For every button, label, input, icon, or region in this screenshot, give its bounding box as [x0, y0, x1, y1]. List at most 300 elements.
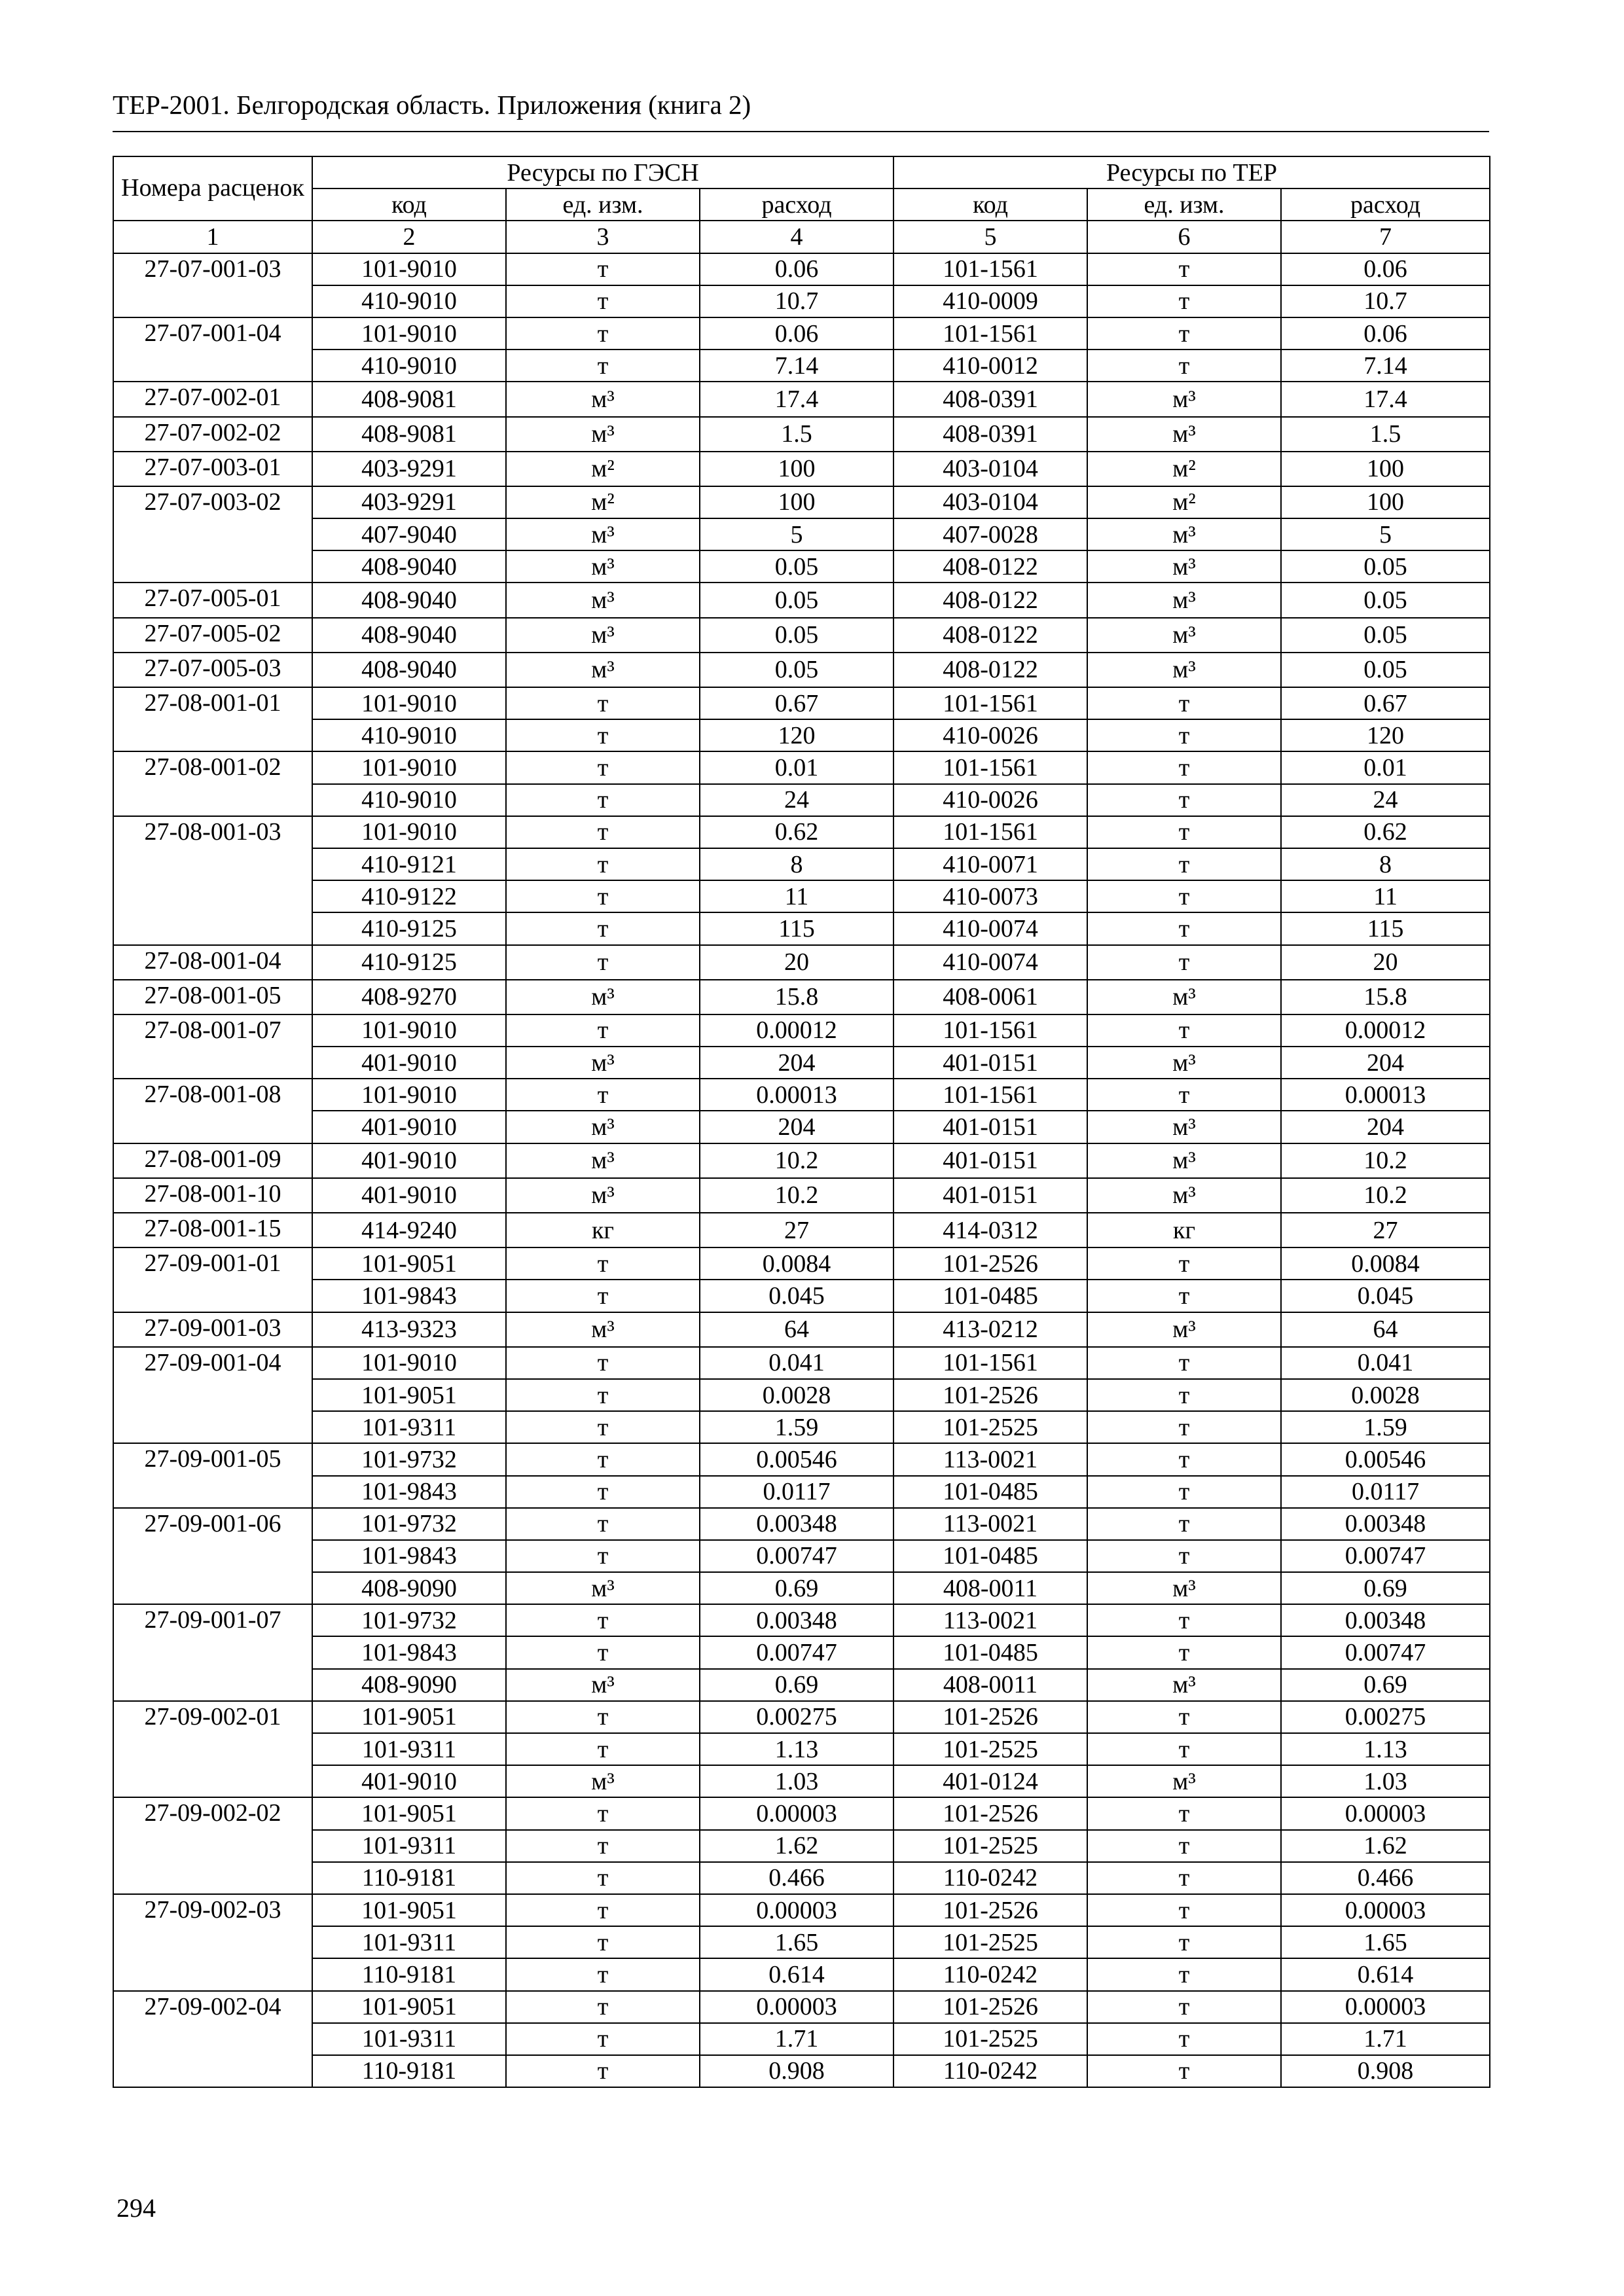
column-number: 2: [312, 221, 506, 253]
gesn-code-cell: 101-9010: [312, 687, 506, 719]
gesn-unit-cell: т: [506, 784, 700, 816]
gesn-consumption-cell: 0.06: [700, 317, 893, 350]
rate-number-cell: 27-09-001-06: [113, 1508, 312, 1605]
gesn-code-cell: 401-9010: [312, 1765, 506, 1797]
gesn-unit-cell: т: [506, 350, 700, 382]
gesn-unit-cell: м³: [506, 583, 700, 617]
ter-code-cell: 408-0391: [893, 382, 1087, 416]
ter-unit-cell: т: [1087, 1830, 1281, 1862]
ter-code-cell: 101-1561: [893, 816, 1087, 848]
gesn-code-cell: 110-9181: [312, 1958, 506, 1990]
gesn-code-cell: 101-9010: [312, 816, 506, 848]
ter-unit-cell: т: [1087, 1991, 1281, 2023]
ter-consumption-cell: 0.00747: [1281, 1636, 1490, 1668]
gesn-unit-cell: т: [506, 1347, 700, 1379]
gesn-consumption-cell: 0.06: [700, 253, 893, 285]
ter-consumption-cell: 0.614: [1281, 1958, 1490, 1990]
gesn-consumption-cell: 10.2: [700, 1178, 893, 1213]
gesn-unit-cell: т: [506, 1540, 700, 1572]
table-row: [113, 583, 1490, 617]
ter-code-cell: 101-1561: [893, 687, 1087, 719]
ter-unit-cell: м³: [1087, 1669, 1281, 1701]
gesn-consumption-cell: 27: [700, 1213, 893, 1247]
gesn-code-cell: 101-9010: [312, 1347, 506, 1379]
ter-unit-cell: м³: [1087, 1143, 1281, 1178]
ter-unit-cell: т: [1087, 1508, 1281, 1540]
ter-code-cell: 101-0485: [893, 1280, 1087, 1312]
ter-consumption-cell: 0.67: [1281, 687, 1490, 719]
ter-code-cell: 101-2525: [893, 1411, 1087, 1443]
gesn-consumption-cell: 0.041: [700, 1347, 893, 1379]
gesn-code-cell: 101-9010: [312, 751, 506, 783]
rate-number-cell: 27-07-001-03: [113, 253, 312, 317]
gesn-consumption-cell: 5: [700, 518, 893, 550]
column-number: 4: [700, 221, 893, 253]
column-number-row: [113, 221, 1490, 253]
ter-unit-cell: м³: [1087, 980, 1281, 1014]
ter-consumption-cell: 0.0117: [1281, 1476, 1490, 1508]
table-row: [113, 1797, 1490, 1829]
table-body: [113, 156, 1490, 2087]
ter-code-cell: 401-0151: [893, 1143, 1087, 1178]
gesn-unit-cell: т: [506, 253, 700, 285]
gesn-unit-cell: т: [506, 317, 700, 350]
ter-unit-cell: м³: [1087, 1047, 1281, 1079]
ter-consumption-cell: 10.2: [1281, 1143, 1490, 1178]
gesn-unit-cell: м³: [506, 1111, 700, 1143]
table-row: [113, 1280, 1490, 1312]
gesn-unit-cell: т: [506, 1733, 700, 1765]
gesn-consumption-cell: 0.01: [700, 751, 893, 783]
ter-code-cell: 410-0026: [893, 784, 1087, 816]
gesn-unit-cell: м³: [506, 618, 700, 653]
gesn-unit-cell: м³: [506, 518, 700, 550]
ter-code-cell: 101-2526: [893, 1894, 1087, 1926]
ter-code-header: код: [893, 188, 1087, 221]
ter-unit-cell: т: [1087, 1347, 1281, 1379]
gesn-unit-cell: т: [506, 1926, 700, 1958]
ter-consumption-cell: 0.01: [1281, 751, 1490, 783]
ter-code-cell: 403-0104: [893, 486, 1087, 518]
ter-consumption-cell: 0.62: [1281, 816, 1490, 848]
ter-code-cell: 101-0485: [893, 1540, 1087, 1572]
ter-unit-cell: м³: [1087, 382, 1281, 416]
ter-unit-cell: т: [1087, 1894, 1281, 1926]
table-row: [113, 317, 1490, 350]
ter-unit-cell: м³: [1087, 518, 1281, 550]
gesn-unit-cell: т: [506, 816, 700, 848]
ter-consumption-cell: 0.05: [1281, 618, 1490, 653]
gesn-unit-cell: м³: [506, 1178, 700, 1213]
ter-consumption-cell: 120: [1281, 719, 1490, 751]
ter-code-cell: 101-0485: [893, 1476, 1087, 1508]
ter-consumption-cell: 0.00012: [1281, 1014, 1490, 1047]
gesn-unit-cell: т: [506, 945, 700, 980]
ter-unit-cell: т: [1087, 816, 1281, 848]
ter-code-cell: 110-0242: [893, 2055, 1087, 2087]
ter-code-cell: 101-2525: [893, 2023, 1087, 2055]
gesn-code-cell: 110-9181: [312, 1862, 506, 1894]
ter-unit-cell: т: [1087, 1862, 1281, 1894]
table-row: [113, 1830, 1490, 1862]
ter-code-cell: 101-1561: [893, 1014, 1087, 1047]
gesn-consumption-cell: 0.466: [700, 1862, 893, 1894]
ter-code-cell: 410-0071: [893, 848, 1087, 880]
ter-unit-cell: м³: [1087, 583, 1281, 617]
gesn-unit-cell: т: [506, 1379, 700, 1411]
ter-unit-cell: т: [1087, 1014, 1281, 1047]
ter-code-cell: 101-2525: [893, 1926, 1087, 1958]
table-row: [113, 880, 1490, 912]
ter-consumption-cell: 0.05: [1281, 550, 1490, 583]
gesn-consumption-cell: 20: [700, 945, 893, 980]
table-row: [113, 1862, 1490, 1894]
gesn-consumption-cell: 0.045: [700, 1280, 893, 1312]
gesn-code-cell: 101-9311: [312, 2023, 506, 2055]
ter-unit-header: ед. изм.: [1087, 188, 1281, 221]
gesn-code-cell: 101-9311: [312, 1411, 506, 1443]
table-row: [113, 912, 1490, 944]
gesn-unit-cell: т: [506, 848, 700, 880]
ter-consumption-cell: 0.00003: [1281, 1797, 1490, 1829]
gesn-unit-cell: м²: [506, 452, 700, 486]
ter-unit-cell: т: [1087, 1733, 1281, 1765]
ter-unit-cell: т: [1087, 350, 1281, 382]
ter-code-cell: 408-0122: [893, 653, 1087, 687]
gesn-unit-cell: м³: [506, 417, 700, 452]
ter-unit-cell: м³: [1087, 653, 1281, 687]
gesn-code-cell: 408-9090: [312, 1572, 506, 1604]
rate-number-cell: 27-08-001-05: [113, 980, 312, 1014]
table-row: [113, 1894, 1490, 1926]
rate-number-cell: 27-07-001-04: [113, 317, 312, 382]
ter-code-cell: 101-2526: [893, 1247, 1087, 1280]
ter-consumption-cell: 10.7: [1281, 285, 1490, 317]
gesn-code-header: код: [312, 188, 506, 221]
ter-unit-cell: т: [1087, 687, 1281, 719]
table-row: [113, 1991, 1490, 2023]
ter-consumption-cell: 204: [1281, 1111, 1490, 1143]
rate-number-cell: 27-07-003-02: [113, 486, 312, 583]
table-row: [113, 2023, 1490, 2055]
gesn-code-cell: 410-9010: [312, 784, 506, 816]
ter-unit-cell: т: [1087, 1443, 1281, 1475]
ter-unit-cell: т: [1087, 1247, 1281, 1280]
ter-unit-cell: т: [1087, 285, 1281, 317]
gesn-consumption-cell: 204: [700, 1111, 893, 1143]
gesn-code-cell: 101-9010: [312, 317, 506, 350]
gesn-code-cell: 101-9051: [312, 1379, 506, 1411]
gesn-consumption-cell: 0.69: [700, 1669, 893, 1701]
column-number: 7: [1281, 221, 1490, 253]
gesn-code-cell: 408-9040: [312, 583, 506, 617]
gesn-consumption-cell: 1.03: [700, 1765, 893, 1797]
gesn-unit-cell: т: [506, 1476, 700, 1508]
rate-number-cell: 27-08-001-09: [113, 1143, 312, 1178]
table-row: [113, 945, 1490, 980]
ter-consumption-cell: 1.65: [1281, 1926, 1490, 1958]
gesn-unit-cell: т: [506, 1604, 700, 1636]
gesn-unit-cell: т: [506, 1079, 700, 1111]
ter-code-cell: 410-0074: [893, 912, 1087, 944]
gesn-consumption-cell: 100: [700, 452, 893, 486]
table-row: [113, 382, 1490, 416]
rate-number-cell: 27-09-002-02: [113, 1797, 312, 1894]
gesn-code-cell: 410-9010: [312, 719, 506, 751]
gesn-unit-cell: т: [506, 687, 700, 719]
ter-code-cell: 101-1561: [893, 253, 1087, 285]
ter-code-cell: 414-0312: [893, 1213, 1087, 1247]
gesn-consumption-cell: 0.00747: [700, 1540, 893, 1572]
gesn-code-cell: 101-9732: [312, 1443, 506, 1475]
gesn-consumption-cell: 100: [700, 486, 893, 518]
gesn-consumption-cell: 0.05: [700, 583, 893, 617]
rate-number-cell: 27-09-002-03: [113, 1894, 312, 1991]
gesn-unit-cell: т: [506, 1247, 700, 1280]
gesn-unit-cell: т: [506, 1958, 700, 1990]
gesn-consumption-cell: 8: [700, 848, 893, 880]
gesn-code-cell: 101-9051: [312, 1701, 506, 1733]
ter-code-cell: 101-2526: [893, 1991, 1087, 2023]
gesn-unit-cell: м³: [506, 1765, 700, 1797]
ter-consumption-cell: 1.71: [1281, 2023, 1490, 2055]
gesn-code-cell: 101-9010: [312, 253, 506, 285]
table-row: [113, 1014, 1490, 1047]
ter-consumption-cell: 0.466: [1281, 1862, 1490, 1894]
ter-code-cell: 410-0009: [893, 285, 1087, 317]
table-row: [113, 1247, 1490, 1280]
header-rule: [113, 131, 1489, 132]
table-row: [113, 1701, 1490, 1733]
table-row: [113, 1443, 1490, 1475]
table-row: [113, 653, 1490, 687]
ter-consumption-cell: 0.06: [1281, 253, 1490, 285]
gesn-code-cell: 101-9843: [312, 1540, 506, 1572]
ter-consumption-cell: 0.00003: [1281, 1991, 1490, 2023]
gesn-unit-cell: т: [506, 285, 700, 317]
gesn-unit-cell: т: [506, 1991, 700, 2023]
gesn-unit-cell: м³: [506, 653, 700, 687]
table-row: [113, 1765, 1490, 1797]
ter-unit-cell: т: [1087, 1411, 1281, 1443]
ter-unit-cell: т: [1087, 880, 1281, 912]
ter-unit-cell: т: [1087, 912, 1281, 944]
ter-consumption-cell: 1.5: [1281, 417, 1490, 452]
running-header: ТЕР-2001. Белгородская область. Приложения (книга 2): [113, 90, 751, 120]
ter-unit-cell: м³: [1087, 1178, 1281, 1213]
rate-number-cell: 27-08-001-07: [113, 1014, 312, 1079]
column-number: 5: [893, 221, 1087, 253]
gesn-consumption-cell: 0.69: [700, 1572, 893, 1604]
ter-unit-cell: т: [1087, 1636, 1281, 1668]
table-row: [113, 1143, 1490, 1178]
ter-code-cell: 110-0242: [893, 1958, 1087, 1990]
rate-number-cell: 27-09-002-04: [113, 1991, 312, 2088]
gesn-consumption-header: расход: [700, 188, 893, 221]
gesn-consumption-cell: 0.00003: [700, 1797, 893, 1829]
table-row: [113, 1347, 1490, 1379]
ter-consumption-cell: 0.908: [1281, 2055, 1490, 2087]
ter-consumption-cell: 0.05: [1281, 653, 1490, 687]
gesn-unit-cell: т: [506, 1280, 700, 1312]
ter-code-cell: 401-0151: [893, 1111, 1087, 1143]
table-row: [113, 1476, 1490, 1508]
table-row: [113, 550, 1490, 583]
gesn-consumption-cell: 0.05: [700, 618, 893, 653]
ter-consumption-cell: 100: [1281, 486, 1490, 518]
ter-consumption-cell: 27: [1281, 1213, 1490, 1247]
ter-consumption-cell: 0.00003: [1281, 1894, 1490, 1926]
ter-consumption-cell: 20: [1281, 945, 1490, 980]
table-row: [113, 719, 1490, 751]
gesn-consumption-cell: 0.05: [700, 550, 893, 583]
gesn-code-cell: 110-9181: [312, 2055, 506, 2087]
gesn-code-cell: 101-9311: [312, 1830, 506, 1862]
ter-code-cell: 408-0061: [893, 980, 1087, 1014]
gesn-code-cell: 408-9040: [312, 653, 506, 687]
gesn-consumption-cell: 0.0084: [700, 1247, 893, 1280]
gesn-code-cell: 408-9270: [312, 980, 506, 1014]
ter-unit-cell: м³: [1087, 1111, 1281, 1143]
table-row: [113, 687, 1490, 719]
table-row: [113, 751, 1490, 783]
ter-unit-cell: м³: [1087, 1312, 1281, 1347]
gesn-consumption-cell: 0.0117: [700, 1476, 893, 1508]
gesn-code-cell: 414-9240: [312, 1213, 506, 1247]
ter-code-cell: 110-0242: [893, 1862, 1087, 1894]
ter-consumption-cell: 0.00348: [1281, 1604, 1490, 1636]
rate-column-header: Номера расценок: [113, 156, 312, 221]
gesn-consumption-cell: 0.0028: [700, 1379, 893, 1411]
table-row: [113, 1079, 1490, 1111]
ter-code-cell: 101-2526: [893, 1379, 1087, 1411]
gesn-code-cell: 408-9040: [312, 618, 506, 653]
table-row: [113, 1047, 1490, 1079]
ter-unit-cell: т: [1087, 719, 1281, 751]
ter-code-cell: 410-0073: [893, 880, 1087, 912]
ter-code-cell: 101-2526: [893, 1797, 1087, 1829]
gesn-code-cell: 408-9040: [312, 550, 506, 583]
gesn-code-cell: 408-9081: [312, 417, 506, 452]
table-row: [113, 816, 1490, 848]
resources-table: [113, 156, 1490, 2088]
gesn-code-cell: 101-9010: [312, 1079, 506, 1111]
ter-consumption-cell: 0.00348: [1281, 1508, 1490, 1540]
ter-consumption-cell: 17.4: [1281, 382, 1490, 416]
ter-consumption-cell: 1.13: [1281, 1733, 1490, 1765]
ter-consumption-cell: 0.0028: [1281, 1379, 1490, 1411]
gesn-consumption-cell: 204: [700, 1047, 893, 1079]
ter-unit-cell: т: [1087, 1701, 1281, 1733]
ter-unit-cell: т: [1087, 1926, 1281, 1958]
table-row: [113, 1379, 1490, 1411]
gesn-unit-cell: т: [506, 1443, 700, 1475]
gesn-unit-cell: т: [506, 1894, 700, 1926]
gesn-consumption-cell: 0.62: [700, 816, 893, 848]
ter-unit-cell: т: [1087, 1604, 1281, 1636]
gesn-unit-cell: м³: [506, 1047, 700, 1079]
gesn-code-cell: 101-9051: [312, 1991, 506, 2023]
ter-code-cell: 113-0021: [893, 1443, 1087, 1475]
gesn-code-cell: 401-9010: [312, 1178, 506, 1213]
column-number: 6: [1087, 221, 1281, 253]
ter-consumption-cell: 5: [1281, 518, 1490, 550]
ter-code-cell: 101-0485: [893, 1636, 1087, 1668]
gesn-unit-cell: м³: [506, 550, 700, 583]
rate-number-cell: 27-08-001-15: [113, 1213, 312, 1247]
table-row: [113, 2055, 1490, 2087]
ter-consumption-cell: 0.0084: [1281, 1247, 1490, 1280]
table-row: [113, 980, 1490, 1014]
gesn-unit-cell: м³: [506, 1572, 700, 1604]
rate-number-cell: 27-08-001-10: [113, 1178, 312, 1213]
gesn-code-cell: 407-9040: [312, 518, 506, 550]
gesn-consumption-cell: 120: [700, 719, 893, 751]
gesn-consumption-cell: 115: [700, 912, 893, 944]
gesn-code-cell: 401-9010: [312, 1143, 506, 1178]
ter-code-cell: 410-0074: [893, 945, 1087, 980]
ter-consumption-cell: 0.05: [1281, 583, 1490, 617]
rate-number-cell: 27-08-001-03: [113, 816, 312, 945]
ter-consumption-cell: 0.045: [1281, 1280, 1490, 1312]
gesn-unit-cell: м³: [506, 1143, 700, 1178]
gesn-unit-cell: т: [506, 1701, 700, 1733]
gesn-code-cell: 101-9843: [312, 1280, 506, 1312]
gesn-code-cell: 410-9010: [312, 285, 506, 317]
gesn-consumption-cell: 1.5: [700, 417, 893, 452]
ter-unit-cell: м³: [1087, 1572, 1281, 1604]
ter-consumption-cell: 0.041: [1281, 1347, 1490, 1379]
table-row: [113, 848, 1490, 880]
ter-unit-cell: т: [1087, 2055, 1281, 2087]
ter-code-cell: 408-0122: [893, 583, 1087, 617]
gesn-unit-cell: т: [506, 1830, 700, 1862]
ter-consumption-cell: 11: [1281, 880, 1490, 912]
ter-unit-cell: м³: [1087, 1765, 1281, 1797]
rate-number-cell: 27-07-002-01: [113, 382, 312, 416]
table-row: [113, 1178, 1490, 1213]
rate-number-cell: 27-09-002-01: [113, 1701, 312, 1798]
gesn-code-cell: 410-9121: [312, 848, 506, 880]
ter-code-cell: 408-0391: [893, 417, 1087, 452]
gesn-unit-cell: м³: [506, 1669, 700, 1701]
table-row: [113, 1508, 1490, 1540]
gesn-unit-header: ед. изм.: [506, 188, 700, 221]
gesn-consumption-cell: 10.7: [700, 285, 893, 317]
rate-number-cell: 27-08-001-08: [113, 1079, 312, 1143]
ter-code-cell: 408-0011: [893, 1669, 1087, 1701]
ter-unit-cell: м²: [1087, 452, 1281, 486]
page-number: 294: [117, 2193, 156, 2223]
ter-unit-cell: м³: [1087, 417, 1281, 452]
table-row: [113, 1572, 1490, 1604]
ter-code-cell: 408-0122: [893, 618, 1087, 653]
table-row: [113, 452, 1490, 486]
gesn-code-cell: 101-9051: [312, 1894, 506, 1926]
gesn-unit-cell: м²: [506, 486, 700, 518]
table-row: [113, 486, 1490, 518]
ter-consumption-cell: 0.69: [1281, 1572, 1490, 1604]
table-row: [113, 1733, 1490, 1765]
ter-unit-cell: м²: [1087, 486, 1281, 518]
ter-unit-cell: т: [1087, 1958, 1281, 1990]
table-row: [113, 518, 1490, 550]
ter-unit-cell: т: [1087, 2023, 1281, 2055]
column-number: 3: [506, 221, 700, 253]
ter-consumption-cell: 1.62: [1281, 1830, 1490, 1862]
ter-consumption-cell: 100: [1281, 452, 1490, 486]
gesn-consumption-cell: 0.00003: [700, 1894, 893, 1926]
